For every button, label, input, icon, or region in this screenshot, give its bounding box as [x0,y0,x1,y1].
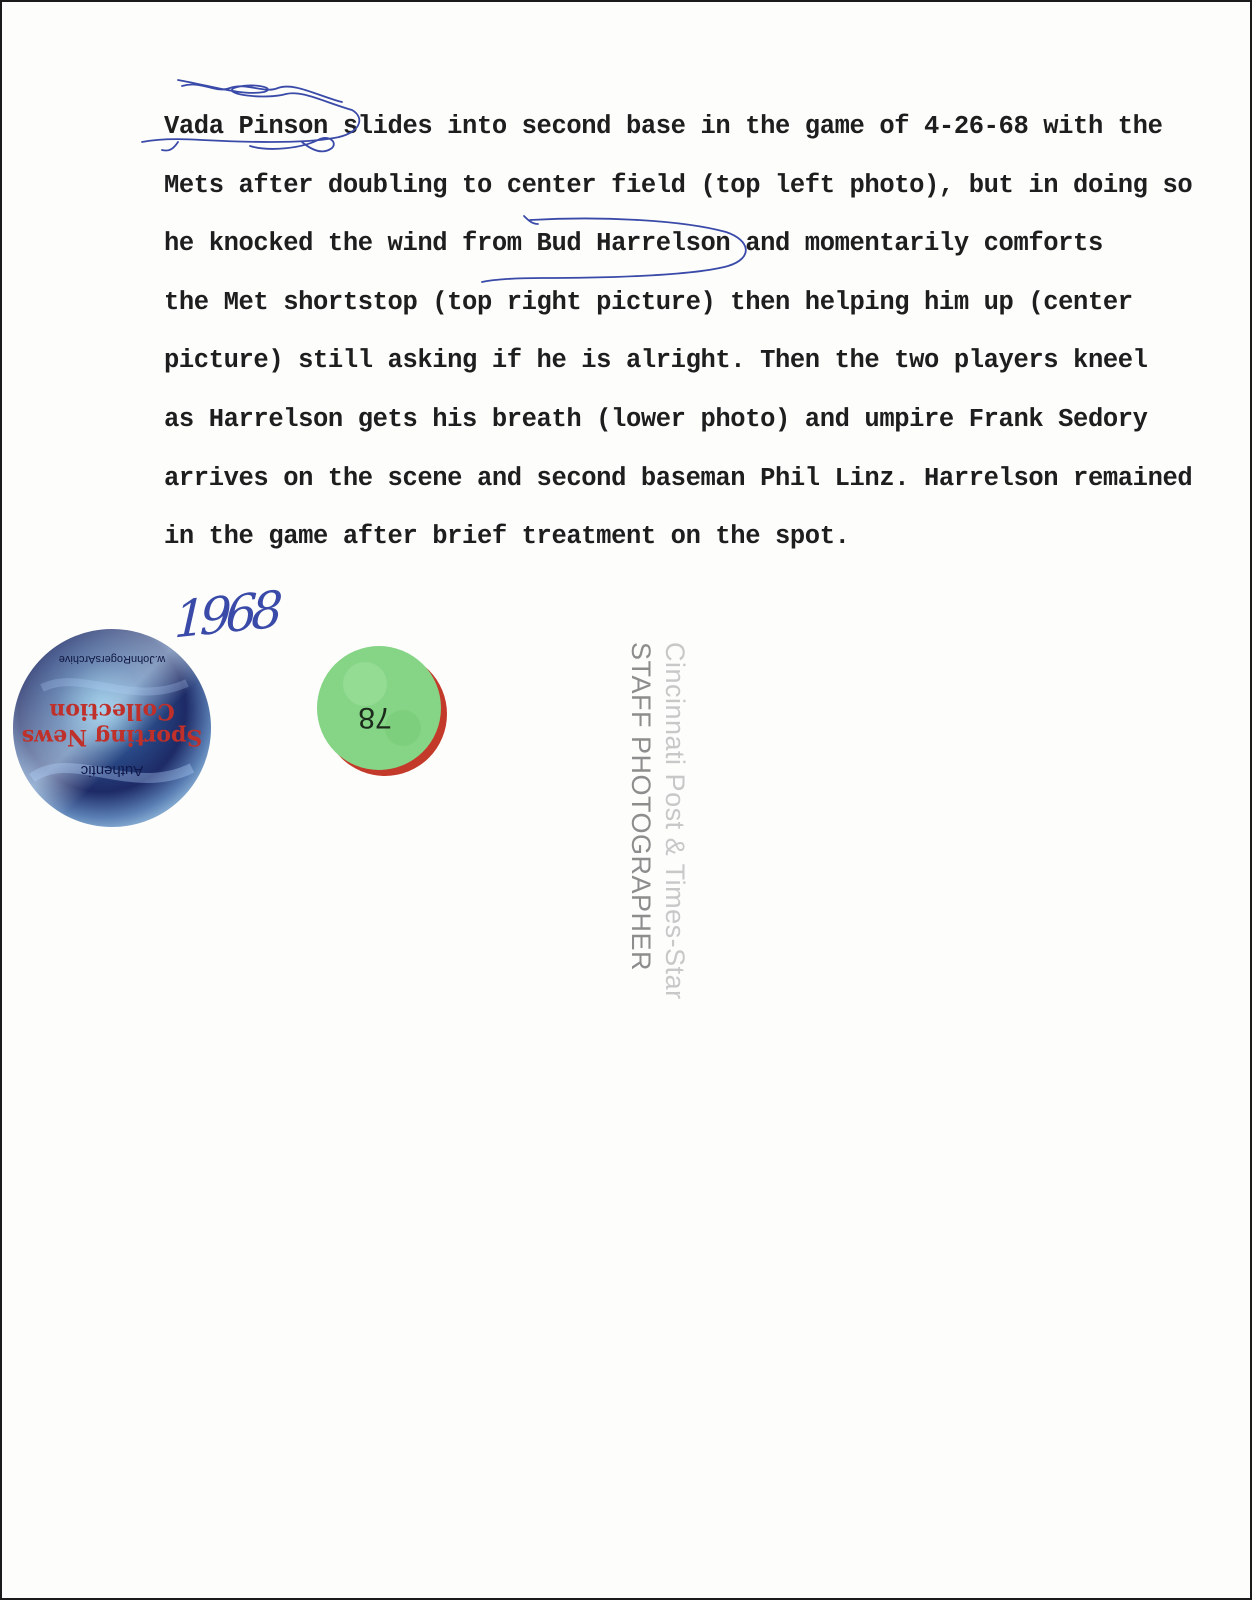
caption-line-5: picture) still asking if he is alright. Then the two players kneel [164,346,1148,376]
stamp-publication: Cincinnati Post & Times-Star [660,642,690,1000]
caption-line-4: the Met shortstop (top right picture) then helping him up (center [164,287,1133,317]
seal-center-line-2: Collection [49,698,175,724]
caption-line-7: arrives on the scene and second baseman Phil Linz. Harrelson remained [164,463,1193,493]
hologram-seal [12,628,212,828]
photographer-stamp [572,642,692,1022]
handwritten-year: 1968 [173,580,278,650]
typed-caption [164,98,1204,567]
sticker-number: 78 [358,701,392,734]
caption-line-3: he knocked the wind from Bud Harrelson and momentarily comforts [164,229,1103,259]
caption-line-1: Vada Pinson slides into second base in the game of 4-26-68 with the [164,112,1163,141]
caption-line-8: in the game after brief treatment on the spot. [164,522,850,552]
seal-center-line-1: Sporting News [21,724,203,750]
stamp-staff-photographer: STAFF PHOTOGRAPHER [626,642,656,972]
hologram-seal-graphic [12,628,212,828]
caption-line-6: as Harrelson gets his breath (lower photo) and umpire Frank Sedory [164,404,1148,434]
caption-line-2: Mets after doubling to center field (top left photo), but in doing so [164,170,1193,200]
seal-arc-text: Authentic [80,762,144,779]
inventory-sticker [315,644,449,778]
seal-bottom-text: w.JohnRogersArchive [58,653,166,665]
